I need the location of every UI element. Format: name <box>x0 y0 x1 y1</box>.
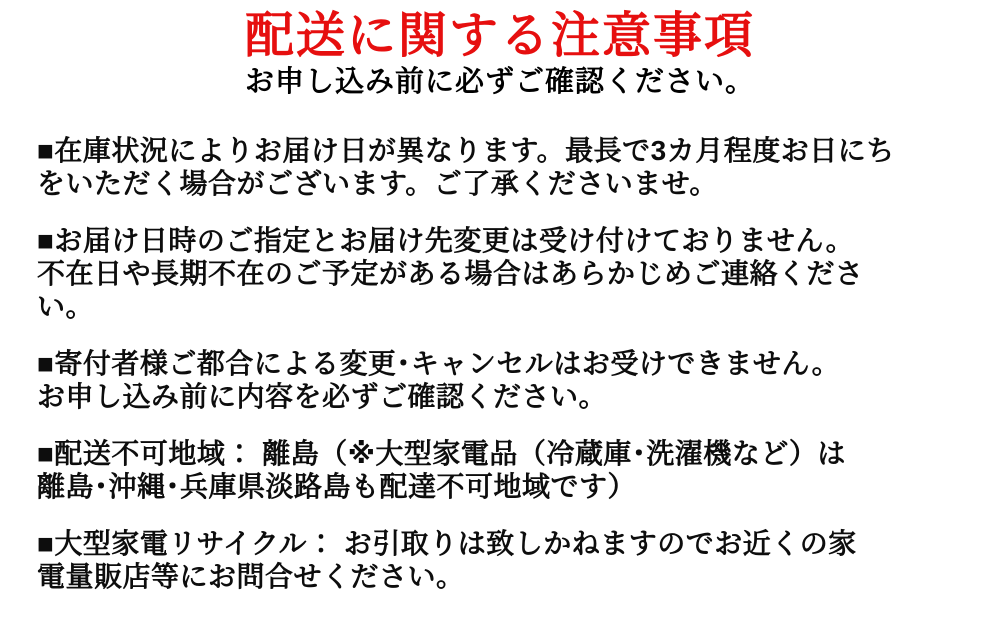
note-line: お申し込み前に内容を必ずご確認ください。 <box>37 381 608 412</box>
notice-list <box>37 134 964 593</box>
note-line: 不在日や長期不在のご予定がある場合はあらかじめご連絡くださ <box>37 258 864 289</box>
note-delivery-date <box>37 224 964 323</box>
note-line: をいただく場合がございます。ご了承くださいませ。 <box>37 168 718 199</box>
note-line: ■お届け日時のご指定とお届け先変更は受け付けておりません。 <box>37 225 855 256</box>
note-line: ■大型家電リサイクル： お引取りは致しかねますのでお近くの家 <box>37 528 857 559</box>
note-appliance-recycle <box>37 527 964 593</box>
note-line: ■寄付者様ご都合による変更･キャンセルはお受けできません。 <box>37 348 841 379</box>
note-line: ■配送不可地域： 離島（※大型家電品（冷蔵庫･洗濯機など）は <box>37 438 846 469</box>
note-stock-status <box>37 134 964 200</box>
page-subtitle: お申し込み前に必ずご確認ください。 <box>244 66 755 98</box>
page-title: 配送に関する注意事項 <box>244 9 755 63</box>
note-line: 電量販店等にお問合せください。 <box>37 561 465 592</box>
note-line: ■在庫状況によりお届け日が異なります。最長で3カ月程度お日にち <box>37 135 895 166</box>
note-line: 離島･沖縄･兵庫県淡路島も配達不可地域です） <box>37 471 637 502</box>
note-undeliverable-areas <box>37 437 964 503</box>
note-line: い。 <box>37 291 95 322</box>
notice-header <box>0 0 1000 99</box>
note-cancellation <box>37 347 964 413</box>
